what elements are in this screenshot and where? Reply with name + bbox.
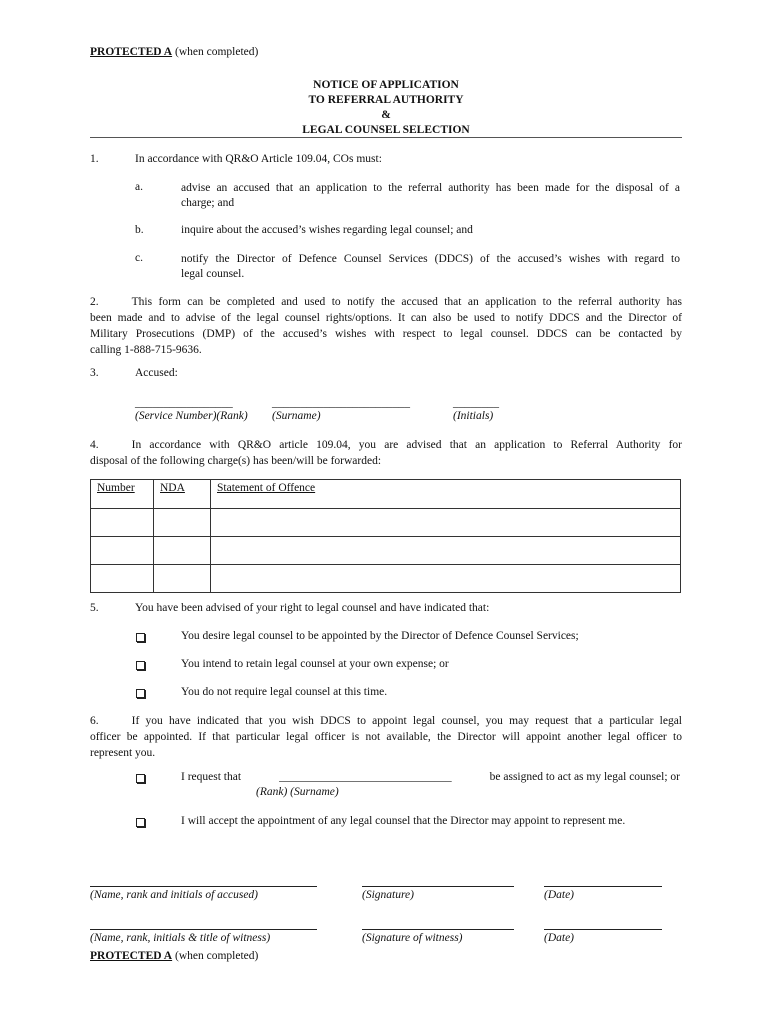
charge-nda-cell[interactable] <box>154 565 211 593</box>
witness-signature-line[interactable] <box>362 929 514 930</box>
table-row <box>91 509 681 537</box>
section-2-line-1-text: This form can be completed and used to notify the accused that an application to the referral authority has <box>131 296 682 308</box>
section-4 <box>90 437 682 469</box>
option-ddcs-checkbox[interactable] <box>136 633 145 645</box>
section-6 <box>90 713 682 761</box>
requested-counsel-field[interactable]: ______________________________ <box>279 771 452 783</box>
section-5-text: You have been advised of your right to legal counsel and have indicated that: <box>135 602 490 614</box>
section-5-number: 5. <box>90 602 99 614</box>
section-6-line-1-text: If you have indicated that you wish DDCS to appoint legal counsel, you may request that a particular legal <box>131 715 682 727</box>
item-a-line-2: charge; and <box>181 197 235 209</box>
accused-label: Accused: <box>135 367 178 379</box>
section-1-number: 1. <box>90 153 99 165</box>
option-no-counsel-label: You do not require legal counsel at this time. <box>181 686 388 698</box>
witness-date-line[interactable] <box>544 929 662 930</box>
charge-statement-cell[interactable] <box>211 565 681 593</box>
request-caption: (Rank) (Surname) <box>256 786 339 798</box>
surname-field[interactable]: ________________________ <box>272 397 410 409</box>
charge-statement-cell[interactable] <box>211 537 681 565</box>
section-1-text: In accordance with QR&O Article 109.04, COs must: <box>135 153 382 165</box>
title-line-2: TO REFERRAL AUTHORITY <box>308 94 464 106</box>
title-line-3: & <box>381 109 391 121</box>
surname-caption: (Surname) <box>272 410 321 422</box>
document-title <box>90 78 682 138</box>
column-statement-label: Statement of Offence <box>217 482 316 494</box>
request-counsel-line <box>181 771 680 783</box>
title-line-4: LEGAL COUNSEL SELECTION <box>302 124 470 136</box>
request-suffix: be assigned to act as my legal counsel; or <box>489 771 680 783</box>
title-divider <box>90 137 682 138</box>
table-header-row <box>91 480 681 509</box>
item-c-line-2: legal counsel. <box>181 268 245 280</box>
table-row <box>91 565 681 593</box>
charge-statement-cell[interactable] <box>211 509 681 537</box>
accused-name-line[interactable] <box>90 886 317 887</box>
section-6-line-3: represent you. <box>90 747 156 759</box>
section-2 <box>90 294 682 358</box>
request-counsel-checkbox[interactable] <box>136 774 145 786</box>
item-c-text <box>181 252 680 282</box>
accused-date-line[interactable] <box>544 886 662 887</box>
column-nda-label: NDA <box>160 482 185 494</box>
service-number-caption: (Service Number)(Rank) <box>135 410 248 422</box>
accused-signature-line[interactable] <box>362 886 514 887</box>
charge-number-cell[interactable] <box>91 537 154 565</box>
section-6-line-2: officer be appointed. If that particular legal officer is not available, the Director will appoint another legal officer to <box>90 731 682 743</box>
section-6-number: 6. <box>90 715 99 727</box>
item-c-letter: c. <box>135 252 143 264</box>
item-b-letter: b. <box>135 224 144 236</box>
accused-date-caption: (Date) <box>544 889 575 901</box>
accused-name-caption: (Name, rank and initials of accused) <box>90 889 259 901</box>
witness-signature-caption: (Signature of witness) <box>362 932 463 944</box>
request-prefix: I request that <box>181 771 242 783</box>
initials-caption: (Initials) <box>453 410 494 422</box>
protected-note: (when completed) <box>175 46 259 58</box>
witness-name-line[interactable] <box>90 929 317 930</box>
witness-date-caption: (Date) <box>544 932 575 944</box>
protected-label: PROTECTED A <box>90 46 173 58</box>
column-statement <box>211 480 681 509</box>
section-3-number: 3. <box>90 367 99 379</box>
section-4-number: 4. <box>90 439 99 451</box>
column-number-label: Number <box>97 482 135 494</box>
item-a-letter: a. <box>135 181 143 193</box>
protected-footer <box>90 950 258 962</box>
accused-signature-caption: (Signature) <box>362 889 414 901</box>
witness-name-caption: (Name, rank, initials & title of witness) <box>90 932 271 944</box>
option-no-counsel-checkbox[interactable] <box>136 689 145 701</box>
section-6-line-1 <box>90 713 682 729</box>
title-line-1: NOTICE OF APPLICATION <box>313 79 459 91</box>
charges-table <box>90 479 681 593</box>
item-a-text <box>181 181 680 211</box>
table-row <box>91 537 681 565</box>
section-2-line-2: been made and to advise of the legal counsel rights/options. It can also be used to notify DDCS and the Director of <box>90 312 682 324</box>
charge-number-cell[interactable] <box>91 565 154 593</box>
option-own-expense-checkbox[interactable] <box>136 661 145 673</box>
item-b-text: inquire about the accused’s wishes regarding legal counsel; and <box>181 224 473 236</box>
service-number-field[interactable]: _________________ <box>135 397 233 409</box>
accept-any-counsel-label: I will accept the appointment of any legal counsel that the Director may appoint to represent me. <box>181 815 626 827</box>
column-number <box>91 480 154 509</box>
section-2-number: 2. <box>90 296 99 308</box>
charge-number-cell[interactable] <box>91 509 154 537</box>
option-ddcs-label: You desire legal counsel to be appointed by the Director of Defence Counsel Services; <box>181 630 579 642</box>
column-nda <box>154 480 211 509</box>
charge-nda-cell[interactable] <box>154 537 211 565</box>
initials-field[interactable]: ________ <box>453 397 499 409</box>
section-4-line-1 <box>90 437 682 453</box>
item-a-line-1: advise an accused that an application to the referral authority has been made for the disposal of a <box>181 182 680 194</box>
section-4-line-1-text: In accordance with QR&O article 109.04, you are advised that an application to Referral Authority for <box>131 439 682 451</box>
footer-protected-note: (when completed) <box>175 950 259 962</box>
item-c-line-1: notify the Director of Defence Counsel Services (DDCS) of the accused’s wishes with regard to <box>181 253 680 265</box>
protected-header <box>90 46 258 58</box>
footer-protected-label: PROTECTED A <box>90 950 173 962</box>
section-2-line-3: Military Prosecutions (DMP) of the accused’s wishes with respect to legal counsel. DDCS can be contacted by <box>90 328 682 340</box>
option-own-expense-label: You intend to retain legal counsel at your own expense; or <box>181 658 449 670</box>
section-2-line-1 <box>90 294 682 310</box>
section-4-line-2: disposal of the following charge(s) has been/will be forwarded: <box>90 455 382 467</box>
section-2-line-4: calling 1-888-715-9636. <box>90 344 202 356</box>
accept-any-counsel-checkbox[interactable] <box>136 818 145 830</box>
charge-nda-cell[interactable] <box>154 509 211 537</box>
